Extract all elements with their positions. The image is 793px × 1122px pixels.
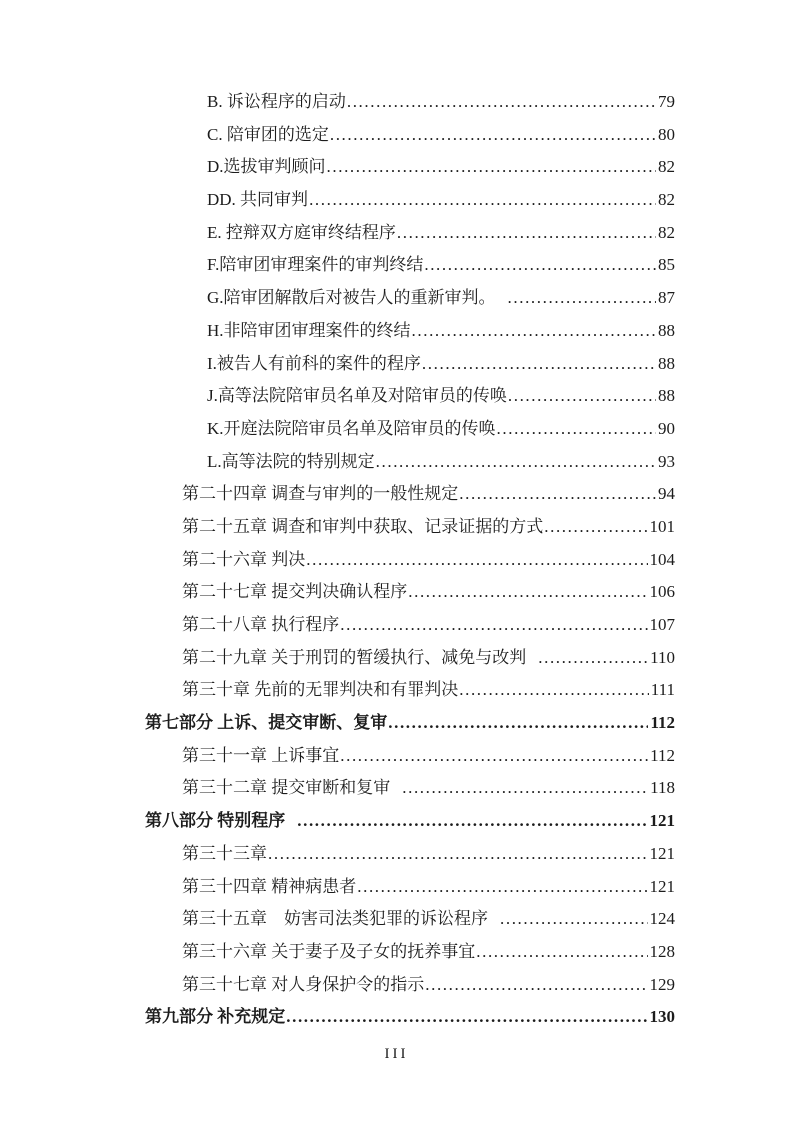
toc-entry-page: 128: [649, 941, 675, 961]
toc-entry-page: 88: [658, 320, 675, 340]
toc-entry-page: 112: [650, 745, 675, 765]
toc-entry-label: 第七部分 上诉、提交审断、复审: [145, 713, 388, 733]
toc-entry-page: 110: [650, 647, 675, 667]
toc-entry: [145, 348, 675, 381]
toc-leader-dots: [306, 544, 647, 577]
toc-leader-dots: [497, 413, 656, 446]
toc-entry-label: B. 诉讼程序的启动: [207, 92, 346, 111]
toc-entry-page: 93: [658, 451, 675, 471]
toc-leader-dots: [357, 871, 647, 904]
page-number-footer: III: [384, 1046, 409, 1062]
toc-entry: [145, 1001, 675, 1034]
toc-entry-label: 第三十一章 上诉事宜: [182, 745, 340, 765]
toc-entry-page: 88: [658, 386, 675, 406]
toc-leader-dots: [497, 282, 656, 315]
toc-leader-dots: [424, 249, 656, 282]
toc-leader-dots: [412, 315, 656, 348]
toc-leader-dots: [476, 936, 647, 969]
toc-entry-label: 第九部分 补充规定: [145, 1007, 286, 1027]
toc-leader-dots: [422, 348, 656, 381]
toc-entry: [145, 511, 675, 544]
toc-leader-dots: [459, 674, 649, 707]
toc-entry: [145, 413, 675, 446]
toc-leader-dots: [425, 969, 647, 1002]
toc-entry-page: 107: [649, 615, 675, 634]
toc-entry: [145, 151, 675, 184]
toc-entry-label: G.陪审团解散后对被告人的重新审判。: [207, 288, 496, 308]
toc-leader-dots: [489, 903, 648, 936]
toc-entry: [145, 380, 675, 413]
toc-leader-dots: [330, 119, 656, 152]
toc-leader-dots: [508, 380, 656, 413]
toc-entry-page: 82: [658, 157, 675, 177]
toc-entry-page: 129: [649, 974, 675, 994]
toc-leader-dots: [459, 478, 656, 511]
toc-entry-page: 106: [649, 582, 675, 602]
toc-entry: [145, 478, 675, 511]
toc-entry: [145, 249, 675, 282]
toc-entry-page: 94: [658, 484, 675, 504]
toc-entry: [145, 838, 675, 871]
toc-entry-label: 第三十章 先前的无罪判决和有罪判决: [182, 680, 459, 700]
toc-entry: [145, 217, 675, 250]
toc-entry-label: 第三十三章: [182, 843, 267, 863]
toc-entry-label: 第二十六章 判决: [182, 549, 306, 569]
toc-entry: [145, 609, 675, 642]
toc-entry-page: 112: [650, 713, 675, 733]
toc-leader-dots: [268, 838, 648, 871]
toc-entry-page: 82: [658, 222, 675, 242]
toc-entry-label: 第二十七章 提交判决确认程序: [182, 582, 408, 602]
toc-entry-label: F.陪审团审理案件的审判终结: [207, 255, 424, 275]
toc-entry-label: D.选拔审判顾问: [207, 157, 326, 177]
toc-leader-dots: [286, 805, 647, 838]
toc-entry-label: 第二十九章 关于刑罚的暂缓执行、减免与改判: [182, 647, 527, 667]
toc-entry-label: 第三十四章 精神病患者: [182, 876, 357, 896]
toc-entry: [145, 772, 675, 805]
toc-leader-dots: [347, 86, 656, 119]
toc-entry-page: 130: [649, 1007, 675, 1027]
table-of-contents: [145, 86, 675, 1034]
toc-entry: [145, 86, 675, 119]
toc-entry: [145, 805, 675, 838]
toc-leader-dots: [544, 511, 647, 544]
toc-entry-label: 第二十五章 调查和审判中获取、记录证据的方式: [182, 516, 544, 536]
toc-entry-label: DD. 共同审判: [207, 190, 309, 210]
toc-entry-page: 104: [649, 549, 675, 569]
toc-entry-page: 124: [649, 909, 675, 929]
toc-entry: [145, 119, 675, 152]
toc-leader-dots: [408, 576, 647, 609]
toc-entry: [145, 740, 675, 773]
toc-entry-page: 88: [658, 353, 675, 373]
toc-entry-label: 第三十五章 妨害司法类犯罪的诉讼程序: [182, 909, 488, 929]
toc-entry-label: L.高等法院的特别规定: [207, 451, 375, 471]
toc-entry-label: J.高等法院陪审员名单及对陪审员的传唤: [207, 386, 507, 406]
toc-leader-dots: [340, 740, 648, 773]
toc-entry-page: 85: [658, 255, 675, 275]
toc-entry-label: 第八部分 特别程序: [145, 811, 286, 831]
toc-leader-dots: [340, 609, 647, 642]
toc-entry: [145, 184, 675, 217]
toc-leader-dots: [388, 707, 648, 740]
toc-entry: [145, 674, 675, 707]
toc-entry-label: E. 控辩双方庭审终结程序: [207, 222, 396, 242]
toc-entry: [145, 707, 675, 740]
toc-leader-dots: [376, 446, 656, 479]
toc-entry: [145, 282, 675, 315]
toc-entry: [145, 576, 675, 609]
toc-leader-dots: [327, 151, 656, 184]
toc-leader-dots: [286, 1001, 647, 1034]
toc-entry: [145, 446, 675, 479]
toc-entry-label: C. 陪审团的选定: [207, 124, 329, 144]
toc-entry-label: 第三十二章 提交审断和复审: [182, 778, 391, 798]
toc-entry-page: 90: [658, 418, 675, 438]
toc-entry: [145, 871, 675, 904]
toc-leader-dots: [527, 642, 648, 675]
toc-entry-page: 80: [658, 124, 675, 144]
toc-leader-dots: [309, 184, 656, 217]
toc-leader-dots: [397, 217, 656, 250]
toc-entry-page: 111: [650, 680, 675, 700]
toc-entry-page: 101: [649, 516, 675, 536]
toc-entry-page: 121: [649, 843, 675, 863]
toc-entry-page: 121: [649, 876, 675, 896]
toc-entry-page: 118: [650, 778, 675, 798]
toc-entry-label: I.被告人有前科的案件的程序: [207, 353, 421, 373]
toc-entry-label: 第二十四章 调查与审判的一般性规定: [182, 484, 459, 504]
toc-entry-page: 121: [649, 811, 675, 831]
toc-entry: [145, 544, 675, 577]
toc-entry-page: 82: [658, 190, 675, 210]
toc-entry-label: 第三十六章 关于妻子及子女的抚养事宜: [182, 941, 476, 961]
toc-entry: [145, 642, 675, 675]
toc-entry-page: 79: [658, 92, 675, 111]
toc-entry-label: 第二十八章 执行程序: [182, 615, 340, 634]
toc-entry: [145, 315, 675, 348]
toc-entry: [145, 969, 675, 1002]
toc-entry-label: 第三十七章 对人身保护令的指示: [182, 974, 425, 994]
toc-entry-page: 87: [658, 288, 675, 308]
toc-entry: [145, 936, 675, 969]
toc-entry-label: H.非陪审团审理案件的终结: [207, 320, 411, 340]
toc-leader-dots: [391, 772, 648, 805]
toc-entry: [145, 903, 675, 936]
toc-entry-label: K.开庭法院陪审员名单及陪审员的传唤: [207, 418, 496, 438]
